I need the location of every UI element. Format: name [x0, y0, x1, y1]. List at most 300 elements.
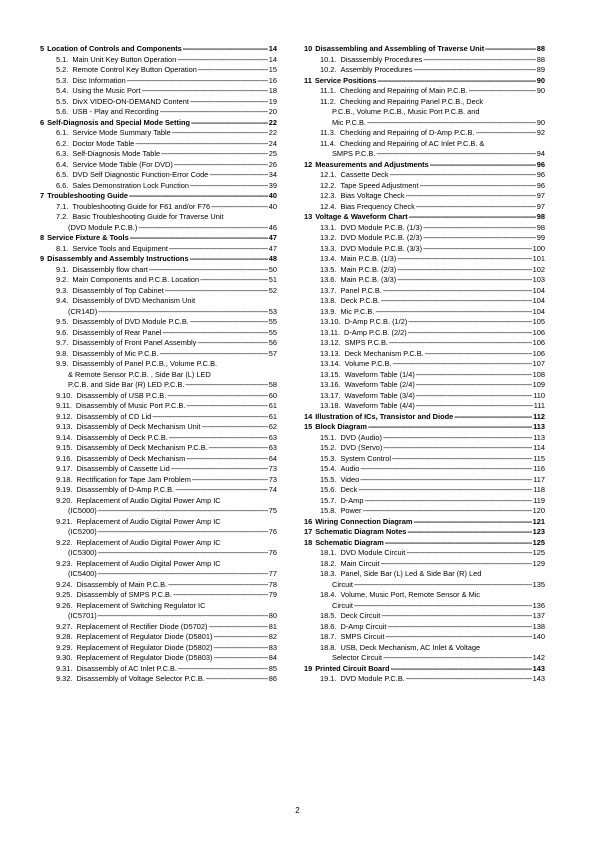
- toc-entry-title: Schematic Diagram Notes: [315, 527, 407, 536]
- toc-section-entry[interactable]: [304, 412, 545, 423]
- toc-entry-number: 9.7.: [56, 338, 69, 347]
- toc-subsection-entry[interactable]: [40, 580, 277, 591]
- toc-entry-number: 15.8.: [320, 506, 337, 515]
- toc-leader-dots: [381, 611, 531, 622]
- toc-entry-number: 13.9.: [320, 306, 337, 316]
- toc-page-number: 39: [268, 180, 277, 190]
- toc-subsection-entry[interactable]: [304, 55, 545, 66]
- toc-subsection-entry[interactable]: [40, 86, 277, 97]
- toc-entry-title: USB, Deck Mechanism, AC Inlet & Voltage: [340, 642, 481, 652]
- toc-leader-dots: [165, 286, 268, 297]
- toc-entry-title: Replacement of Switching Regulator IC: [76, 600, 206, 610]
- toc-entry-title: Deck Circuit: [340, 611, 381, 620]
- toc-subsection-entry[interactable]: [304, 391, 545, 402]
- toc-leader-dots: [177, 55, 268, 66]
- toc-leader-dots: [213, 632, 267, 643]
- toc-leader-dots: [98, 506, 268, 517]
- toc-entry-number: 18.1.: [320, 548, 337, 557]
- toc-entry-number: 6.4.: [56, 159, 69, 169]
- toc-entry-title: Basic Troubleshooting Guide for Traverse Unit: [72, 212, 224, 221]
- toc-subsection-entry[interactable]: [40, 559, 277, 580]
- toc-subsection-entry[interactable]: [304, 433, 545, 444]
- toc-entry-title: Disassembly of CD Lid: [76, 411, 152, 421]
- toc-subsection-entry[interactable]: [304, 359, 545, 370]
- toc-entry-title: DVD (Audio): [340, 432, 382, 442]
- toc-entry-number: 6.2.: [56, 138, 69, 148]
- toc-section-entry[interactable]: [304, 422, 545, 433]
- toc-subsection-entry[interactable]: [40, 212, 277, 233]
- toc-leader-dots: [360, 475, 532, 486]
- toc-leader-dots: [127, 76, 268, 87]
- toc-page-number: 92: [536, 128, 545, 137]
- toc-page-number: 18: [268, 86, 277, 95]
- toc-entry-number: 15.2.: [320, 443, 337, 452]
- toc-leader-dots: [391, 664, 532, 675]
- toc-entry-title: Checking and Repairing of AC Inlet P.C.B. &: [339, 138, 485, 148]
- toc-entry-title: Replacement of Rectifier Diode (D5702): [76, 621, 208, 631]
- toc-subsection-entry[interactable]: [40, 328, 277, 339]
- toc-entry-title: Deck P.C.B.: [340, 296, 380, 305]
- toc-leader-dots: [383, 286, 532, 297]
- toc-entry-number: 9.4.: [56, 296, 69, 305]
- toc-subsection-entry[interactable]: [304, 223, 545, 234]
- toc-subsection-entry[interactable]: [304, 496, 545, 507]
- toc-subsection-entry[interactable]: [304, 233, 545, 244]
- toc-subsection-entry[interactable]: [304, 569, 545, 590]
- toc-entry-title: DVD Self Diagnostic Function-Error Code: [72, 170, 209, 179]
- toc-page-number: 55: [268, 317, 277, 326]
- toc-subsection-entry[interactable]: [304, 244, 545, 255]
- toc-subsection-entry[interactable]: [40, 664, 277, 675]
- toc-subsection-entry[interactable]: [304, 296, 545, 307]
- toc-subsection-entry[interactable]: [40, 643, 277, 654]
- toc-entry-number: 9.12.: [56, 411, 73, 421]
- toc-entry-title: Disassembly of Rear Panel: [72, 327, 162, 337]
- toc-subsection-entry[interactable]: [304, 506, 545, 517]
- toc-page-number: 98: [536, 212, 545, 221]
- toc-entry-title: Disassembly of Music Port P.C.B.: [75, 401, 186, 410]
- toc-page-number: 58: [268, 380, 277, 389]
- toc-entry-number: 18: [304, 537, 313, 547]
- toc-entry-number: 9.8.: [56, 348, 69, 358]
- toc-entry-number: 7.2.: [56, 212, 69, 221]
- toc-section-entry[interactable]: [40, 44, 277, 55]
- toc-subsection-entry[interactable]: [304, 307, 545, 318]
- toc-entry-number: 11.4.: [320, 138, 336, 148]
- toc-leader-dots: [416, 202, 536, 213]
- toc-entry-number: 14: [304, 411, 313, 421]
- toc-subsection-entry[interactable]: [40, 265, 277, 276]
- toc-entry-title: DivX VIDEO-ON-DEMAND Content: [72, 96, 189, 106]
- toc-subsection-entry[interactable]: [40, 653, 277, 664]
- toc-subsection-entry[interactable]: [40, 97, 277, 108]
- toc-leader-dots: [98, 527, 268, 538]
- toc-entry-number: 5.5.: [56, 96, 69, 106]
- toc-section-entry[interactable]: [40, 118, 277, 129]
- toc-entry-number: 18.6.: [320, 621, 337, 631]
- toc-subsection-entry[interactable]: [40, 359, 277, 391]
- toc-subsection-entry[interactable]: [304, 622, 545, 633]
- toc-subsection-entry[interactable]: [304, 254, 545, 265]
- toc-page-number: 34: [268, 170, 277, 179]
- toc-entry-title: (IC5400): [68, 569, 97, 578]
- toc-leader-dots: [408, 317, 531, 328]
- toc-entry-number: 9.6.: [56, 327, 69, 337]
- toc-entry-title: Wiring Connection Diagram: [315, 516, 413, 526]
- toc-subsection-entry[interactable]: [40, 181, 277, 192]
- toc-subsection-entry[interactable]: [304, 380, 545, 391]
- toc-subsection-entry[interactable]: [304, 317, 545, 328]
- toc-page-number: 116: [533, 464, 545, 473]
- toc-entry-title: Disassembly of SMPS P.C.B.: [76, 590, 173, 599]
- toc-section-entry[interactable]: [40, 191, 277, 202]
- toc-leader-dots: [469, 86, 536, 97]
- toc-leader-dots: [408, 328, 532, 339]
- toc-leader-dots: [420, 181, 536, 192]
- toc-leader-dots: [407, 527, 531, 538]
- toc-entry-title: Disassembly of Mic P.C.B.: [72, 348, 159, 358]
- toc-entry-title: Disassembly of DVD Module P.C.B.: [72, 317, 189, 326]
- toc-leader-dots: [368, 422, 532, 433]
- toc-entry-number: 7: [40, 191, 45, 200]
- toc-section-entry[interactable]: [304, 160, 545, 171]
- toc-page-number: 76: [268, 527, 277, 536]
- toc-subsection-entry[interactable]: [40, 55, 277, 66]
- toc-entry-number: 9.19.: [56, 485, 73, 494]
- toc-subsection-entry[interactable]: [40, 454, 277, 465]
- toc-page-number: 76: [268, 548, 277, 557]
- toc-subsection-entry[interactable]: [40, 601, 277, 622]
- toc-subsection-entry[interactable]: [304, 464, 545, 475]
- toc-subsection-entry[interactable]: [40, 275, 277, 286]
- toc-page-number: 56: [268, 338, 277, 347]
- toc-subsection-entry[interactable]: [40, 622, 277, 633]
- toc-entry-number: 9.18.: [56, 474, 73, 484]
- toc-subsection-entry[interactable]: [304, 265, 545, 276]
- toc-subsection-entry[interactable]: [304, 454, 545, 465]
- toc-subsection-entry[interactable]: [40, 65, 277, 76]
- toc-entry-number: 9.14.: [56, 432, 73, 442]
- toc-entry-number: 13.12.: [320, 338, 341, 347]
- toc-subsection-entry[interactable]: [304, 65, 545, 76]
- toc-page-number: 53: [268, 306, 277, 316]
- toc-entry-title: (IC5300): [68, 548, 97, 557]
- toc-entry-number: 13.14.: [320, 359, 341, 368]
- toc-entry-title: D-Amp Circuit: [340, 621, 387, 631]
- toc-entry-number: 13.3.: [320, 243, 337, 253]
- toc-page-number: 106: [532, 348, 545, 358]
- toc-entry-number: 15.4.: [320, 464, 337, 473]
- toc-entry-title: Deck Mechanism P.C.B.: [344, 348, 424, 358]
- toc-entry-number: 9: [40, 254, 45, 263]
- toc-page-number: 22: [268, 117, 277, 127]
- toc-subsection-entry[interactable]: [40, 674, 277, 685]
- toc-entry-title: Panel, Side Bar (L) Led & Side Bar (R) Led: [340, 569, 482, 578]
- toc-subsection-entry[interactable]: [304, 632, 545, 643]
- toc-leader-dots: [375, 307, 531, 318]
- toc-entry-number: 18.3.: [320, 569, 337, 578]
- toc-entry-number: 13.17.: [320, 390, 341, 400]
- toc-subsection-entry[interactable]: [40, 464, 277, 475]
- toc-entry-number: 11: [304, 75, 312, 85]
- toc-entry-number: 16: [304, 516, 313, 526]
- toc-subsection-entry[interactable]: [40, 170, 277, 181]
- toc-subsection-entry[interactable]: [304, 328, 545, 339]
- toc-subsection-entry[interactable]: [304, 590, 545, 611]
- toc-page-number: 96: [536, 159, 545, 169]
- toc-entry-number: 5.1.: [56, 54, 69, 64]
- toc-entry-title: Disassembly of Top Cabinet: [72, 285, 164, 295]
- toc-leader-dots: [425, 349, 532, 360]
- toc-leader-dots: [364, 496, 532, 507]
- toc-subsection-entry[interactable]: [304, 611, 545, 622]
- toc-entry-number: 9.23.: [56, 558, 73, 568]
- toc-entry-title: Circuit: [332, 600, 353, 610]
- toc-subsection-entry[interactable]: [40, 422, 277, 433]
- toc-subsection-entry[interactable]: [40, 538, 277, 559]
- toc-page-number: 108: [532, 369, 545, 379]
- toc-subsection-entry[interactable]: [40, 632, 277, 643]
- toc-section-entry[interactable]: [304, 517, 545, 528]
- toc-entry-number: 9.5.: [56, 317, 69, 326]
- toc-subsection-entry[interactable]: [40, 160, 277, 171]
- toc-entry-title: Troubleshooting Guide for F61 and/or F76: [72, 201, 211, 211]
- toc-page-number: 48: [268, 254, 277, 263]
- toc-subsection-entry[interactable]: [40, 139, 277, 150]
- toc-page-number: 90: [536, 117, 545, 127]
- toc-subsection-entry[interactable]: [304, 86, 545, 97]
- toc-section-entry[interactable]: [304, 44, 545, 55]
- toc-entry-title: Selector Circuit: [332, 653, 383, 662]
- toc-entry-title: Disassembly of DVD Mechanism Unit: [72, 296, 196, 305]
- toc-page-number: 137: [532, 611, 545, 620]
- toc-entry-number: 9.20.: [56, 495, 73, 505]
- toc-leader-dots: [149, 265, 268, 276]
- toc-subsection-entry[interactable]: [40, 590, 277, 601]
- toc-subsection-entry[interactable]: [40, 244, 277, 255]
- toc-page-number: 118: [533, 485, 545, 494]
- toc-entry-number: 9.2.: [56, 275, 69, 284]
- toc-subsection-entry[interactable]: [304, 559, 545, 570]
- toc-subsection-entry[interactable]: [40, 391, 277, 402]
- toc-entry-number: 9.3.: [56, 285, 69, 295]
- toc-subsection-entry[interactable]: [40, 496, 277, 517]
- toc-leader-dots: [213, 643, 267, 654]
- toc-subsection-entry[interactable]: [304, 139, 545, 160]
- toc-leader-dots: [171, 464, 268, 475]
- toc-subsection-entry[interactable]: [304, 170, 545, 181]
- toc-entry-title: DVD Module P.C.B. (2/3): [340, 233, 423, 242]
- toc-subsection-entry[interactable]: [304, 643, 545, 664]
- toc-subsection-entry[interactable]: [304, 349, 545, 360]
- toc-page-number: 90: [536, 75, 545, 85]
- toc-subsection-entry[interactable]: [40, 296, 277, 317]
- toc-entry-title: Disassembly of Main P.C.B.: [76, 579, 168, 589]
- toc-subsection-entry[interactable]: [304, 191, 545, 202]
- toc-subsection-entry[interactable]: [40, 349, 277, 360]
- toc-entry-title: SMPS Circuit: [340, 632, 385, 641]
- toc-leader-dots: [209, 622, 268, 633]
- toc-entry-title: Video: [340, 474, 360, 484]
- toc-page-number: 117: [533, 474, 545, 484]
- toc-entry-title: D-Amp: [340, 495, 364, 505]
- toc-page-number: 60: [268, 390, 277, 400]
- toc-subsection-entry[interactable]: [304, 338, 545, 349]
- toc-subsection-entry[interactable]: [40, 149, 277, 160]
- toc-leader-dots: [376, 149, 535, 160]
- toc-subsection-entry[interactable]: [304, 443, 545, 454]
- toc-entry-number: 15: [304, 422, 313, 431]
- toc-page-number: 14: [268, 44, 277, 53]
- toc-page-number: 98: [536, 222, 545, 232]
- toc-page-number: 142: [532, 653, 545, 662]
- toc-entry-title: Waveform Table (4/4): [344, 401, 415, 410]
- toc-leader-dots: [190, 181, 268, 192]
- toc-leader-dots: [202, 422, 268, 433]
- toc-entry-title: (IC5701): [68, 611, 97, 620]
- toc-entry-number: 10.2.: [320, 65, 337, 74]
- toc-entry-title: Panel P.C.B.: [340, 285, 382, 295]
- toc-subsection-entry[interactable]: [304, 181, 545, 192]
- toc-entry-title: Disassembly and Assembly Instructions: [47, 254, 189, 263]
- toc-entry-title: Replacement of Regulator Diode (D5801): [76, 632, 213, 641]
- toc-leader-dots: [360, 464, 532, 475]
- toc-leader-dots: [186, 401, 267, 412]
- toc-leader-dots: [168, 580, 268, 591]
- toc-entry-title: Printed Circuit Board: [315, 663, 390, 673]
- toc-entry-number: 17: [304, 527, 313, 536]
- toc-leader-dots: [192, 475, 268, 486]
- toc-entry-title: Bias Voltage Check: [340, 191, 405, 200]
- toc-entry-number: 9.1.: [56, 264, 69, 274]
- toc-page-number: 62: [268, 422, 277, 431]
- toc-subsection-entry[interactable]: [40, 443, 277, 454]
- toc-entry-title: Using the Music Port: [72, 86, 141, 95]
- toc-entry-number: 9.29.: [56, 642, 73, 652]
- toc-section-entry[interactable]: [304, 76, 545, 87]
- toc-page-number: 24: [268, 138, 277, 148]
- toc-subsection-entry[interactable]: [40, 317, 277, 328]
- toc-entry-number: 18.5.: [320, 611, 337, 620]
- toc-subsection-entry[interactable]: [40, 202, 277, 213]
- toc-entry-title: DVD Module Circuit: [340, 548, 406, 557]
- toc-subsection-entry[interactable]: [304, 286, 545, 297]
- toc-entry-title: Disc Information: [72, 75, 126, 85]
- toc-entry-number: 9.22.: [56, 537, 73, 547]
- toc-subsection-entry[interactable]: [40, 517, 277, 538]
- toc-page-number: 63: [268, 443, 277, 452]
- toc-page-number: 143: [532, 663, 545, 673]
- toc-section-entry[interactable]: [304, 664, 545, 675]
- toc-subsection-entry[interactable]: [40, 338, 277, 349]
- toc-section-entry[interactable]: [40, 254, 277, 265]
- toc-entry-number: 13.11.: [320, 327, 340, 337]
- toc-entry-number: 11.2.: [320, 96, 336, 106]
- toc-entry-title: Illustration of ICs, Transistor and Diode: [315, 411, 454, 421]
- toc-leader-dots: [169, 433, 268, 444]
- toc-subsection-entry[interactable]: [40, 76, 277, 87]
- toc-subsection-entry[interactable]: [304, 97, 545, 129]
- toc-entry-number: 10.1.: [320, 54, 337, 64]
- toc-section-entry[interactable]: [304, 538, 545, 549]
- toc-entry-title: Assembly Procedures: [340, 65, 413, 74]
- toc-subsection-entry[interactable]: [304, 370, 545, 381]
- toc-entry-title: (IC5200): [68, 527, 97, 536]
- toc-leader-dots: [142, 86, 268, 97]
- toc-subsection-entry[interactable]: [304, 275, 545, 286]
- toc-subsection-entry[interactable]: [40, 412, 277, 423]
- toc-page-number: 74: [268, 485, 277, 494]
- toc-subsection-entry[interactable]: [304, 401, 545, 412]
- toc-entry-title: D-Amp P.C.B. (1/2): [344, 317, 408, 326]
- toc-subsection-entry[interactable]: [40, 286, 277, 297]
- toc-leader-dots: [161, 149, 268, 160]
- toc-leader-dots: [423, 233, 536, 244]
- toc-section-entry[interactable]: [304, 527, 545, 538]
- toc-entry-number: 13.6.: [320, 275, 337, 284]
- toc-page-number: 107: [532, 359, 545, 368]
- toc-entry-title: Replacement of Regulator Diode (D5802): [76, 642, 213, 652]
- toc-page-number: 104: [532, 296, 545, 305]
- toc-subsection-entry[interactable]: [304, 674, 545, 685]
- toc-subsection-entry[interactable]: [304, 202, 545, 213]
- toc-page-number: 114: [533, 443, 545, 452]
- toc-page-number: 90: [536, 86, 545, 95]
- toc-entry-title: SMPS P.C.B.: [344, 338, 388, 347]
- toc-leader-dots: [206, 674, 268, 685]
- toc-subsection-entry[interactable]: [304, 548, 545, 559]
- toc-entry-title: Service Fixture & Tools: [47, 233, 129, 242]
- toc-leader-dots: [392, 454, 532, 465]
- toc-entry-number: 12.4.: [320, 201, 337, 211]
- toc-subsection-entry[interactable]: [40, 485, 277, 496]
- toc-subsection-entry[interactable]: [304, 475, 545, 486]
- toc-subsection-entry[interactable]: [40, 475, 277, 486]
- toc-subsection-entry[interactable]: [304, 485, 545, 496]
- toc-entry-title: DVD (Servo): [340, 443, 383, 452]
- toc-leader-dots: [416, 391, 532, 402]
- toc-entry-number: 13.2.: [320, 233, 337, 242]
- toc-subsection-entry[interactable]: [40, 128, 277, 139]
- toc-subsection-entry[interactable]: [40, 401, 277, 412]
- toc-entry-title: Voltage & Waveform Chart: [315, 212, 408, 221]
- toc-page-number: 22: [268, 128, 277, 137]
- toc-section-entry[interactable]: [304, 212, 545, 223]
- toc-subsection-entry[interactable]: [40, 107, 277, 118]
- toc-entry-number: 9.24.: [56, 579, 73, 589]
- toc-entry-number: 11.3.: [320, 128, 336, 137]
- toc-entry-number: 6.6.: [56, 180, 69, 190]
- toc-leader-dots: [387, 622, 531, 633]
- toc-subsection-entry[interactable]: [40, 433, 277, 444]
- toc-entry-number: 18.2.: [320, 558, 337, 568]
- toc-entry-title: (DVD Module P.C.B.): [68, 222, 138, 232]
- toc-leader-dots: [162, 328, 267, 339]
- toc-entry-title: Disassembly of Deck Mechanism Unit: [76, 422, 201, 431]
- toc-subsection-entry[interactable]: [304, 128, 545, 139]
- toc-leader-dots: [423, 223, 536, 234]
- toc-page-number: 97: [536, 191, 545, 200]
- toc-page-number: 125: [532, 548, 545, 557]
- toc-entry-number: 9.32.: [56, 674, 73, 683]
- toc-page-number: 111: [533, 401, 545, 410]
- toc-leader-dots: [381, 296, 532, 307]
- toc-entry-title: P.C.B., Volume P.C.B., Music Port P.C.B. and: [332, 107, 480, 116]
- toc-entry-number: 9.16.: [56, 453, 73, 463]
- toc-leader-dots: [186, 454, 267, 465]
- toc-entry-number: 9.28.: [56, 632, 73, 641]
- toc-section-entry[interactable]: [40, 233, 277, 244]
